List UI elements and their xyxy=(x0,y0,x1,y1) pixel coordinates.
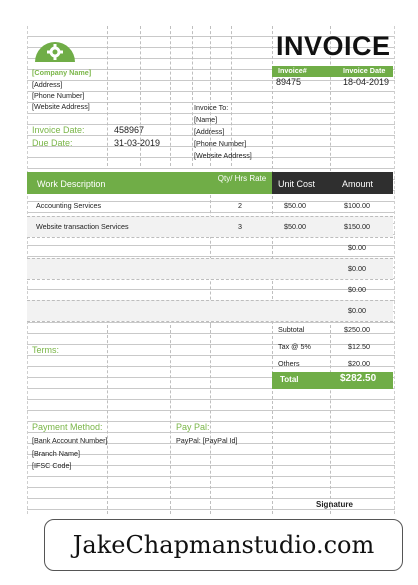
invoice-to-name: [Name] xyxy=(194,115,218,124)
footer-brand-box xyxy=(44,519,403,571)
grid-line xyxy=(170,325,171,514)
column-header-amount: Amount xyxy=(342,179,374,189)
total-label: Total xyxy=(280,375,299,384)
total-value: $282.50 xyxy=(340,373,377,384)
grid-line xyxy=(330,325,331,514)
row-shading xyxy=(27,300,393,321)
grid-line xyxy=(210,325,211,514)
others-label: Others xyxy=(278,359,300,368)
row-separator xyxy=(27,300,393,301)
company-website: [Website Address] xyxy=(32,102,90,111)
branch-name: [Branch Name] xyxy=(32,449,80,458)
row-shading xyxy=(27,258,393,279)
row-2-unit-cost: $50.00 xyxy=(284,222,306,231)
column-header-qty: Qty/ Hrs Rate xyxy=(217,174,267,183)
others-value: $20.00 xyxy=(348,359,370,368)
company-name: [Company Name] xyxy=(32,68,92,77)
grid-line xyxy=(192,26,193,166)
row-6-amount: $0.00 xyxy=(348,306,366,315)
row-separator xyxy=(27,237,393,238)
row-1-qty: 2 xyxy=(238,201,242,210)
invoice-to-address: [Address] xyxy=(194,127,225,136)
company-address: [Address] xyxy=(32,80,63,89)
grid-line xyxy=(107,26,108,166)
grid-line xyxy=(170,26,171,166)
column-header-unit-cost: Unit Cost xyxy=(278,179,316,189)
row-2-description: Website transaction Services xyxy=(36,222,129,231)
signature-label: Signature xyxy=(316,500,353,509)
invoice-to-website: [Website Address] xyxy=(194,151,252,160)
row-separator xyxy=(27,279,393,280)
row-separator xyxy=(27,321,393,322)
invoice-title: INVOICE xyxy=(276,31,391,61)
invoice-date-value: 18-04-2019 xyxy=(343,77,390,87)
paypal-id: PayPal: [PayPal Id] xyxy=(176,436,238,445)
footer-brand-text: JakeChapmanstudio.com xyxy=(72,531,375,559)
tax-label: Tax @ 5% xyxy=(278,342,311,351)
row-separator xyxy=(27,258,393,259)
ifsc-code: [IFSC Code] xyxy=(32,461,72,470)
bank-account-number: [Bank Account Number] xyxy=(32,436,108,445)
row-1-amount: $100.00 xyxy=(344,201,370,210)
due-date-value: 31-03-2019 xyxy=(114,138,161,148)
row-5-amount: $0.00 xyxy=(348,285,366,294)
invoice-to-phone: [Phone Number] xyxy=(194,139,247,148)
grid-line xyxy=(107,325,108,514)
subtotal-label: Subtotal xyxy=(278,325,305,334)
row-3-amount: $0.00 xyxy=(348,243,366,252)
invoice-number-label: Invoice# xyxy=(278,66,307,75)
company-phone: [Phone Number] xyxy=(32,91,85,100)
due-date-label: Due Date: xyxy=(32,138,73,148)
row-separator xyxy=(27,216,393,217)
payment-method-label: Payment Method: xyxy=(32,422,103,432)
paypal-label: Pay Pal: xyxy=(176,422,210,432)
row-2-qty: 3 xyxy=(238,222,242,231)
row-2-amount: $150.00 xyxy=(344,222,370,231)
row-1-description: Accounting Services xyxy=(36,201,102,210)
column-header-description: Work Description xyxy=(37,179,106,189)
subtotal-value: $250.00 xyxy=(344,325,370,334)
terms-label: Terms: xyxy=(32,345,59,355)
invoice-number-value: 89475 xyxy=(276,77,302,87)
company-logo-icon xyxy=(33,38,77,62)
row-4-amount: $0.00 xyxy=(348,264,366,273)
invoice-to-label: Invoice To: xyxy=(194,103,229,112)
tax-value: $12.50 xyxy=(348,342,370,351)
invoice-date-field-value: 458967 xyxy=(114,125,145,135)
row-1-unit-cost: $50.00 xyxy=(284,201,306,210)
invoice-date-field-label: Invoice Date: xyxy=(32,125,85,135)
invoice-date-label: Invoice Date xyxy=(343,66,386,75)
